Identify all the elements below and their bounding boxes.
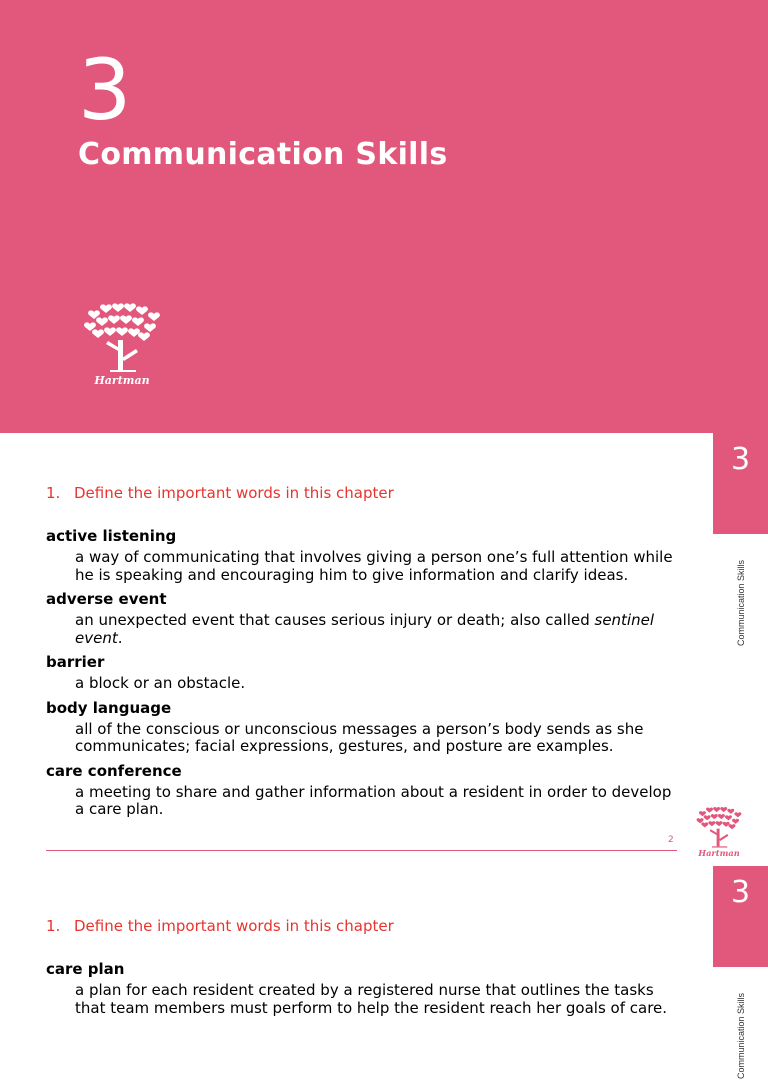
objective-number: 1. <box>46 484 61 502</box>
term: care conference <box>46 761 182 780</box>
objective-number: 1. <box>46 917 61 935</box>
definition-italic: sentinel event <box>75 611 655 647</box>
tab-number: 3 <box>730 442 751 477</box>
term: care plan <box>46 960 125 978</box>
term-item <box>46 699 676 756</box>
side-label <box>735 981 747 1091</box>
objective-text: Define the important words in this chapter <box>74 917 394 935</box>
definition: all of the conscious or unconscious messages a person’s body sends as she communicates; facial expressions, gestures, and posture are examples. <box>75 719 644 755</box>
chapter-title: Communication Skills <box>78 137 448 172</box>
side-label-text: Communication Skills <box>736 559 746 647</box>
definition: a block or an obstacle. <box>75 674 246 692</box>
title-slide <box>0 0 768 433</box>
page-number: 2 <box>668 835 674 845</box>
chapter-tab <box>713 433 768 534</box>
definition: a way of communicating that involves giving a person one’s full attention while he is speaking and encouraging him to give information and clarify ideas. <box>75 548 673 584</box>
term-item <box>46 590 676 647</box>
side-label <box>735 548 747 658</box>
footer-divider <box>46 850 677 851</box>
term-list <box>46 527 676 825</box>
chapter-number: 3 <box>78 41 132 139</box>
definition: a plan for each resident created by a registered nurse that outlines the tasks that team members must perform to help the resident reach her goals of care. <box>75 981 668 1017</box>
definition-text: an unexpected event that causes serious injury or death; also called <box>75 611 595 629</box>
term-item <box>46 653 676 693</box>
hartman-logo-small <box>694 805 744 857</box>
definition: a meeting to share and gather information about a resident in order to develop a care plan. <box>75 782 672 818</box>
term-list <box>46 960 676 1023</box>
definition-end: . <box>117 628 123 647</box>
logo-text: Hartman <box>94 374 150 387</box>
objective <box>46 484 394 502</box>
chapter-tab <box>713 866 768 967</box>
term: barrier <box>46 653 105 671</box>
hartman-logo <box>82 300 162 388</box>
term: adverse event <box>46 590 167 608</box>
term-item <box>46 762 676 819</box>
logo-text: Hartman <box>698 847 740 858</box>
tab-number: 3 <box>730 875 751 910</box>
term-item <box>46 960 676 1017</box>
side-label-text: Communication Skills <box>736 992 746 1080</box>
content-slide <box>0 866 768 1080</box>
content-slide <box>0 433 768 866</box>
definition <box>46 612 676 647</box>
term-item <box>46 527 676 584</box>
term: active listening <box>46 527 177 545</box>
objective-text: Define the important words in this chapter <box>74 484 394 502</box>
objective <box>46 917 394 935</box>
term: body language <box>46 698 172 717</box>
